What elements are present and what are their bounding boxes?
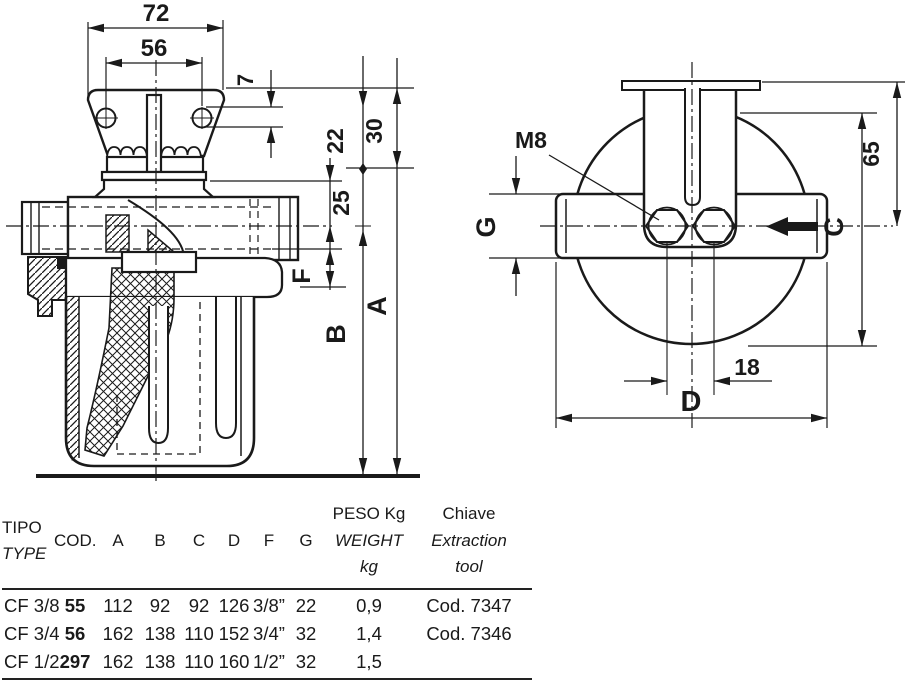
cell-d: 152 <box>218 623 250 644</box>
dim-label-7: 7 <box>233 73 258 87</box>
col-header-peso <box>324 501 414 580</box>
table-row <box>2 648 532 676</box>
table-bottom-rule <box>2 678 532 680</box>
cell-b: 138 <box>144 651 176 672</box>
col-header-g: G <box>299 531 313 550</box>
inlet-port <box>22 202 68 254</box>
cell-tipo: CF 1/2 <box>4 651 60 672</box>
dim-label-G: G <box>471 216 501 238</box>
cell-cod: 56 <box>64 623 86 644</box>
col-header-a: A <box>112 531 124 550</box>
header-peso-it: PESO Kg <box>332 504 406 524</box>
header-chiave-it: Chiave <box>442 504 496 524</box>
dim-label-A: A <box>362 296 392 316</box>
cell-b: 138 <box>144 623 176 644</box>
cell-d: 160 <box>218 651 250 672</box>
col-header-b: B <box>154 531 166 550</box>
cell-c: 92 <box>188 595 210 616</box>
cover-plate <box>102 172 206 180</box>
table-row <box>2 620 532 648</box>
cell-f: 3/4” <box>253 623 285 644</box>
cell-d: 126 <box>218 595 250 616</box>
cell-f: 3/8” <box>253 595 285 616</box>
col-header-d: D <box>227 531 241 550</box>
dim-label-F: F <box>288 268 316 284</box>
dim-label-25: 25 <box>328 190 354 216</box>
cell-tipo: CF 3/8 <box>4 595 60 616</box>
standpipe <box>216 297 236 438</box>
cell-c: 110 <box>184 623 214 644</box>
cell-g: 32 <box>295 623 317 644</box>
dim-label-30: 30 <box>361 118 387 144</box>
dim-label-18: 18 <box>734 354 760 380</box>
cell-c: 110 <box>184 651 214 672</box>
header-chiave-en2: tool <box>455 557 483 577</box>
spec-table-header <box>2 496 532 586</box>
cell-a: 112 <box>103 595 133 616</box>
dim-label-C: C <box>819 217 849 237</box>
top-view <box>540 62 893 428</box>
dim-label-72: 72 <box>142 0 170 27</box>
dim-label-B: B <box>321 324 351 344</box>
center-stud <box>147 95 161 172</box>
cell-cod: 55 <box>64 595 86 616</box>
table-top-rule <box>2 588 532 590</box>
dim-label-22: 22 <box>322 128 348 154</box>
dim-label-65: 65 <box>858 141 884 167</box>
cell-f: 1/2” <box>253 651 285 672</box>
header-chiave-en1: Extraction <box>431 530 507 550</box>
header-tipo-en: TYPE <box>2 544 47 563</box>
col-header-f: F <box>263 531 275 550</box>
header-tipo-it: TIPO <box>2 517 42 537</box>
cell-peso: 0,9 <box>356 595 382 616</box>
header-peso-en: WEIGHT kg <box>335 530 403 577</box>
front-view-section <box>6 60 420 484</box>
table-row <box>2 592 532 620</box>
cell-chiave: Cod. 7347 <box>426 595 512 616</box>
cell-tipo: CF 3/4 <box>4 623 60 644</box>
cell-peso: 1,5 <box>356 651 382 672</box>
col-header-cod: COD. <box>54 531 97 550</box>
thread-label-m8: M8 <box>515 127 547 153</box>
cell-chiave: Cod. 7346 <box>426 623 512 644</box>
standpipe <box>149 306 168 443</box>
cell-cod: 297 <box>59 651 91 672</box>
cell-b: 92 <box>149 595 171 616</box>
cell-a: 162 <box>102 651 134 672</box>
cell-a: 162 <box>102 623 134 644</box>
dim-label-56: 56 <box>140 35 168 62</box>
cell-peso: 1,4 <box>356 623 382 644</box>
col-header-chiave <box>414 501 524 580</box>
gasket <box>122 252 196 272</box>
col-header-c: C <box>192 531 206 550</box>
col-header-tipo <box>2 515 54 568</box>
cell-g: 32 <box>295 651 317 672</box>
spec-table <box>2 496 532 676</box>
cell-g: 22 <box>295 595 317 616</box>
dim-label-D: D <box>680 386 702 418</box>
